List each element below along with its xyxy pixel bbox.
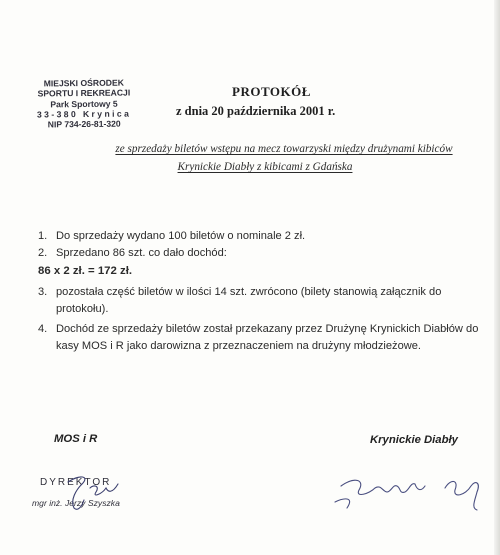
document-date: z dnia 20 października 2001 r. (176, 104, 336, 118)
item-number: 4. (38, 323, 48, 336)
director-title: DYREKTOR (40, 477, 112, 488)
director-name: mgr inż. Jerzy Szyszka (32, 498, 120, 508)
item-number: 1. (38, 230, 48, 242)
stamp-line: NIP 734-26-81-320 (47, 118, 121, 130)
item-number: 3. (38, 285, 48, 298)
stamp-line: MIEJSKI OŚRODEK (43, 77, 124, 89)
protocol-items (38, 228, 488, 355)
stamp-line: SPORTU I REKREACJI (37, 87, 131, 99)
director-stamp (32, 477, 152, 508)
document-title: PROTOKÓŁ (232, 84, 311, 99)
subject-line: ze sprzedaży biletów wstępu na mecz towarzyski między drużynami kibiców (115, 143, 453, 155)
stamp-line: Park Sportowy 5 (50, 98, 118, 109)
document-subject (0, 143, 500, 179)
item-text: Sprzedano 86 szt. co dało dochód: (56, 247, 227, 260)
signature-label-left: MOS i R (54, 433, 98, 445)
list-item (38, 284, 488, 318)
stamp-line: 33-380 Krynica (36, 108, 132, 120)
item-text: pozostała część biletów w ilości 14 szt. zwrócono (bilety stanowią załącznik do protokołu). (56, 285, 442, 315)
item-number: 2. (38, 247, 48, 260)
scan-edge (494, 0, 500, 555)
handwritten-signature-right (325, 468, 495, 513)
signature-label-right: Krynickie Diabły (370, 434, 458, 446)
list-item (38, 228, 488, 245)
item-text: Do sprzedaży wydano 100 biletów o nominale 2 zł. (56, 230, 306, 242)
subject-line: Krynickie Diabły z kibicami z Gdańska (177, 161, 353, 173)
calculation: 86 x 2 zł. = 172 zł. (38, 265, 133, 278)
list-item (38, 245, 488, 262)
institution-stamp (24, 77, 145, 130)
list-item (38, 321, 488, 355)
item-text: Dochód ze sprzedaży biletów został przekazany przez Drużynę Krynickich Diabłów do kasy MOS i R jako darowizna z przeznaczeniem na drużyny młodzieżowe. (56, 323, 479, 353)
